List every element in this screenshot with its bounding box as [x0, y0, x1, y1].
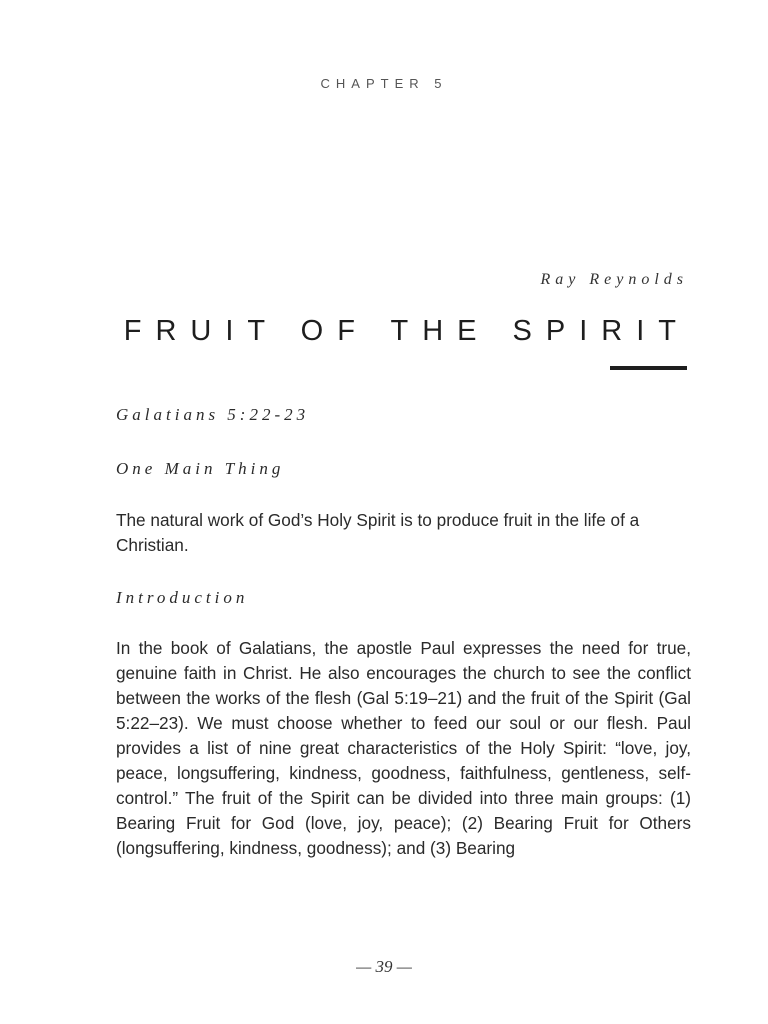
- introduction-paragraph: In the book of Galatians, the apostle Paul expresses the need for true, genuine faith in Christ. He also encourages the church to see the conflict between the works of the flesh (Gal 5:19–21) and the fruit of the Spirit (Gal 5:22–23). We must choose whether to feed our soul or our flesh. Paul provides a list of nine great characteristics of the Holy Spirit: “love, joy, peace, longsuffering, kindness, goodness, faithfulness, gentleness, self-control.” The fruit of the Spirit can be divided into three main groups: (1) Bearing Fruit for God (love, joy, peace); (2) Bearing Fruit for Others (longsuffering, kindness, goodness); and (3) Bearing: [116, 638, 691, 858]
- chapter-title: FRUIT OF THE SPIRIT: [123, 315, 690, 347]
- one-main-thing-paragraph: The natural work of God’s Holy Spirit is to produce fruit in the life of a Christian.: [116, 510, 640, 555]
- page-number: — 39 —: [356, 957, 412, 976]
- title-underline-rule: [610, 366, 687, 370]
- chapter-body: [116, 402, 691, 861]
- author-name: Ray Reynolds: [540, 271, 688, 288]
- introduction-heading: Introduction: [116, 588, 249, 607]
- scripture-reference-heading: Galatians 5:22-23: [116, 405, 310, 424]
- chapter-label: CHAPTER 5: [320, 76, 448, 91]
- one-main-thing-heading: One Main Thing: [116, 459, 285, 478]
